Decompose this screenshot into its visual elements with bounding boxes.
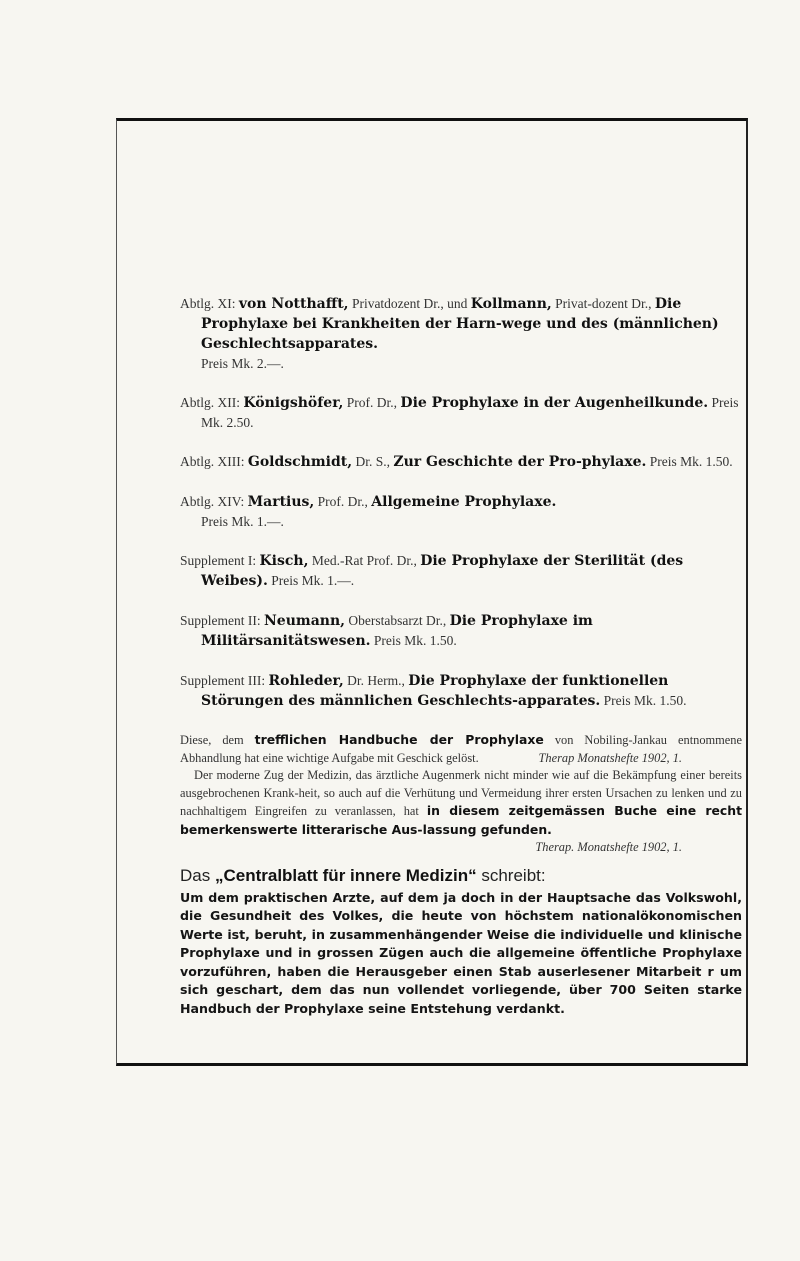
entry-label: Abtlg. XIII:: [180, 454, 245, 469]
entry-role: Dr. S.,: [355, 454, 391, 469]
entry-label: Abtlg. XI:: [180, 296, 236, 311]
entry-title: Die Prophylaxe im Militärsanitätswesen.: [201, 613, 593, 649]
entry-abtlg-13: [180, 452, 742, 472]
entry-price: Preis Mk. 1.50.: [649, 454, 733, 469]
entry-author: Neumann,: [264, 613, 345, 629]
review-text: Diese, dem: [180, 733, 244, 747]
entry-role: Med.-Rat Prof. Dr.,: [311, 553, 417, 568]
entry-role: Oberstabsarzt Dr.,: [348, 613, 447, 628]
entry-title: Die Prophylaxe bei Krankheiten der Harn-wege und des (männlichen) Geschlechtsapparates.: [201, 296, 719, 352]
review-paragraph-1: [180, 731, 742, 767]
entry-role: Prof. Dr.,: [317, 494, 368, 509]
review-text: Der moderne Zug der Medizin, das ärztliche Augenmerk nicht minder wie auf die Bekämpfung einer bereits ausgebrochenen Krank-heit, so auch auf die Verhütung und Vermeidung ihrer ersten Ursachen zu lenken und zu nachhaltigem Eingreifen zu veranlassen, hat: [180, 768, 742, 818]
entry-title: Die Prophylaxe in der Augenheilkunde.: [400, 395, 709, 411]
entry-price: Preis Mk. 1.50.: [603, 693, 687, 708]
entry-author: Goldschmidt,: [247, 454, 353, 470]
entry-title: Die Prophylaxe der Sterilität (des Weibes).: [201, 553, 684, 589]
entry-role: Prof. Dr.,: [346, 395, 398, 410]
entry-label: Abtlg. XIV:: [180, 494, 245, 509]
entry-author: Martius,: [247, 494, 315, 510]
entry-label: Supplement II:: [180, 613, 261, 628]
centralblatt-quote: Um dem praktischen Arzte, auf dem ja doch in der Hauptsache das Volkswohl, die Gesundheit des Volkes, die heute von höchstem nationalökonomischen Werte ist, beruht, in zusammenhängender Weise die individuelle und klinische Prophylaxe und in grossen Zügen auch die allgemeine öffentliche Prophylaxe vorzuführen, haben die Herausgeber einen Stab auserlesener Mitarbeit r um sich geschart, dem das nun vollendet vorliegende, über 700 Seiten starke Handbuch der Prophylaxe seine Entstehung verdankt.: [180, 889, 742, 1016]
review-highlight: trefflichen Handbuche der Prophylaxe: [254, 732, 544, 747]
entry-author: von Notthafft,: [238, 296, 349, 312]
centralblatt-intro: Das: [180, 865, 211, 885]
entry-price: Preis Mk. 1.—.: [201, 514, 284, 529]
entry-role: Privatdozent Dr., und: [351, 296, 468, 311]
review-source: Therap. Monatshefte 1902, 1.: [535, 840, 682, 854]
entry-price: Preis Mk. 1.—.: [271, 573, 355, 588]
entry-supplement-1: [180, 551, 742, 591]
review-highlight: in diesem zeitgemässen Buche eine recht bemerkenswerte litterarische Aus-lassung gefunden.: [180, 803, 743, 837]
entry-label: Supplement I:: [180, 553, 257, 568]
entry-price: Preis Mk. 2.—.: [201, 356, 284, 371]
entry-author: Rohleder,: [268, 673, 344, 689]
entry-author: Königshöfer,: [243, 395, 344, 411]
entry-abtlg-12: [180, 393, 742, 432]
entry-role: Dr. Herm.,: [347, 673, 405, 688]
entry-title: Allgemeine Prophylaxe.: [371, 494, 557, 510]
entry-title: Zur Geschichte der Pro-phylaxe.: [393, 454, 647, 470]
entry-title: Die Prophylaxe der funktionellen Störungen des männlichen Geschlechts-apparates.: [201, 673, 669, 709]
centralblatt-verb: schreibt:: [481, 865, 546, 885]
review-source: Therap Monatshefte 1902, 1.: [538, 750, 682, 765]
entry-price: Preis Mk. 2.50.: [201, 395, 739, 430]
entry-abtlg-14: [180, 492, 742, 531]
page-content: [180, 294, 742, 1018]
entry-supplement-2: [180, 611, 742, 651]
review-text: von Nobiling-Jankau entnommene Abhandlung hat eine wichtige Aufgabe mit Geschick gelöst.: [180, 733, 742, 765]
centralblatt-heading: [180, 865, 742, 887]
entry-author-2: Kollmann,: [470, 296, 552, 312]
entry-role-2: Privat-dozent Dr.,: [555, 296, 652, 311]
entry-supplement-3: [180, 671, 742, 711]
entry-label: Supplement III:: [180, 673, 266, 688]
entry-price: Preis Mk. 1.50.: [373, 633, 457, 648]
entry-label: Abtlg. XII:: [180, 395, 240, 410]
entry-author: Kisch,: [259, 553, 309, 569]
review-paragraph-2: [180, 767, 743, 854]
review-block: [180, 731, 742, 857]
centralblatt-name: „Centralblatt für innere Medizin“: [214, 865, 477, 885]
entry-abtlg-11: [180, 294, 742, 373]
